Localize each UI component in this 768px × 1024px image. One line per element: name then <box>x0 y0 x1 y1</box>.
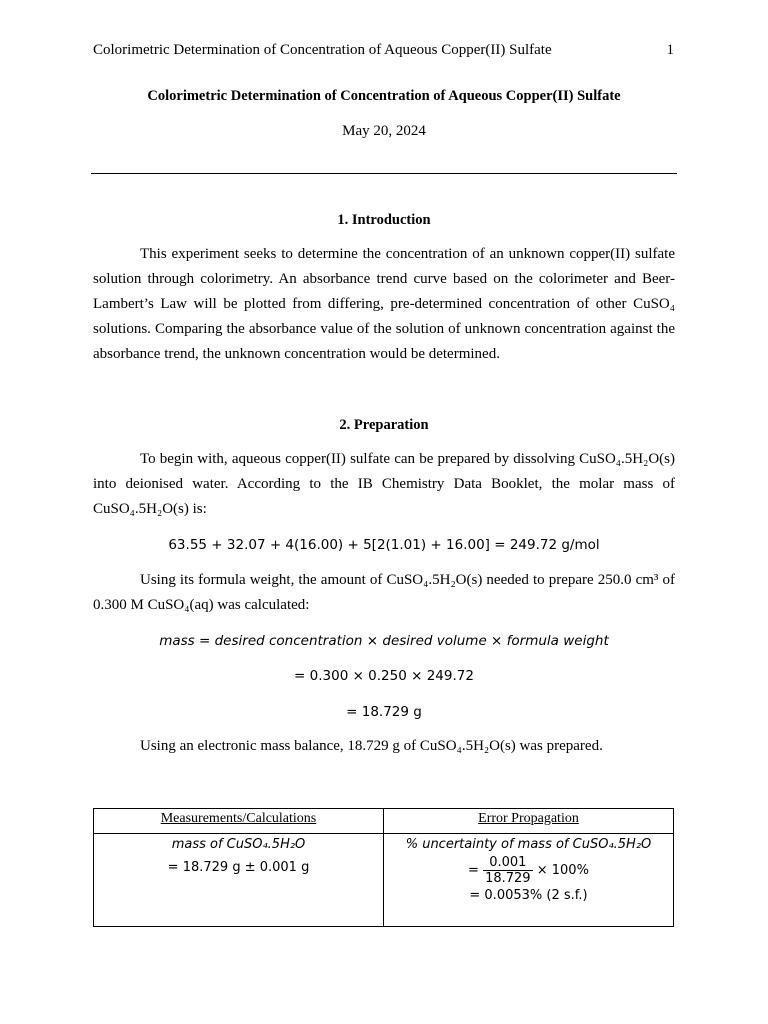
measurement-value: = 18.729 g ± 0.001 g <box>167 860 310 875</box>
preparation-paragraph-1 <box>93 447 675 522</box>
uncertainty-table <box>93 808 674 927</box>
section-heading-preparation: 2. Preparation <box>339 417 429 433</box>
uncertainty-fraction <box>483 855 533 886</box>
page-number: 1 <box>666 42 674 58</box>
document-title: Colorimetric Determination of Concentration of Aqueous Copper(II) Sulfate <box>147 88 621 104</box>
introduction-text: This experiment seeks to determine the concentration of an unknown copper(II) sulfate solution through colorimetry. An absorbance trend curve based on the colorimeter and Beer-Lambert’s Law will be plotted from differing, pre-determined concentration of other CuSO₄ solutions. Comparing the absorbance value of the solution of unknown concentration against the absorbance trend, the unknown concentration would be determined. <box>93 246 675 362</box>
fraction-numerator: 0.001 <box>483 855 533 871</box>
introduction-paragraph <box>93 242 675 367</box>
preparation-text-1: To begin with, aqueous copper(II) sulfate can be prepared by dissolving CuSO₄.5H₂O(s) into deionised water. According to the IB Chemistry Data Booklet, the molar mass of CuSO₄.5H₂O(s) is: <box>93 451 675 517</box>
preparation-paragraph-2 <box>93 568 675 618</box>
uncertainty-result: = 0.0053% (2 s.f.) <box>469 888 588 903</box>
table-header-measurements: Measurements/Calculations <box>94 809 383 834</box>
table-header-error-propagation: Error Propagation <box>384 809 673 834</box>
preparation-text-3: Using an electronic mass balance, 18.729 g of CuSO₄.5H₂O(s) was prepared. <box>140 738 603 754</box>
measurements-column <box>94 809 384 926</box>
running-header <box>93 42 674 59</box>
error-propagation-column <box>384 809 673 926</box>
molar-mass-equation: 63.55 + 32.07 + 4(16.00) + 5[2(1.01) + 16.00] = 249.72 g/mol <box>168 537 600 553</box>
uncertainty-fraction-row: = $\frac{0.001}{18.729}$ × 100% <box>468 855 589 886</box>
mass-substitution-equation: = 0.300 × 0.250 × 249.72 <box>294 668 474 684</box>
fraction-suffix: × 100% <box>536 863 589 878</box>
preparation-text-2: Using its formula weight, the amount of CuSO₄.5H₂O(s) needed to prepare 250.0 cm³ of 0.300 M CuSO₄(aq) was calculated: <box>93 572 675 613</box>
uncertainty-label: % uncertainty of mass of CuSO₄.5H₂O <box>405 837 652 852</box>
preparation-paragraph-3 <box>93 734 675 759</box>
document-date: May 20, 2024 <box>342 123 426 139</box>
mass-formula-equation: mass = desired concentration × desired volume × formula weight <box>159 633 609 649</box>
section-heading-introduction: 1. Introduction <box>337 212 431 228</box>
fraction-denominator: 18.729 <box>485 871 531 886</box>
mass-result-equation: = 18.729 g <box>346 704 422 720</box>
running-title: Colorimetric Determination of Concentration of Aqueous Copper(II) Sulfate <box>93 42 552 58</box>
title-divider <box>91 173 677 174</box>
measurement-label: mass of CuSO₄.5H₂O <box>171 837 306 852</box>
